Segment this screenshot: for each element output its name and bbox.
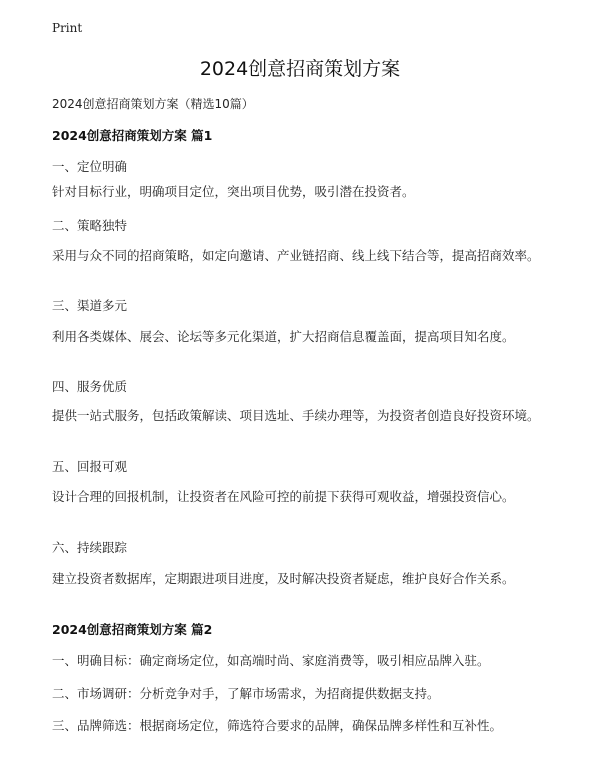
item-heading: 四、服务优质 bbox=[52, 379, 128, 394]
paragraph: 三、品牌筛选：根据商场定位，筛选符合要求的品牌，确保品牌多样性和互补性。 bbox=[52, 718, 503, 733]
document-subtitle: 2024创意招商策划方案（精选10篇） bbox=[52, 97, 254, 111]
document-title: 2024创意招商策划方案 bbox=[199, 58, 401, 80]
item-heading: 二、策略独特 bbox=[52, 218, 128, 233]
paragraph: 二、市场调研：分析竞争对手，了解市场需求，为招商提供数据支持。 bbox=[52, 686, 440, 701]
item-text: 针对目标行业，明确项目定位，突出项目优势，吸引潜在投资者。 bbox=[52, 184, 415, 199]
item-heading: 一、定位明确 bbox=[52, 159, 128, 174]
print-label: Print bbox=[52, 21, 83, 35]
section-heading-2: 2024创意招商策划方案 篇2 bbox=[52, 622, 213, 637]
section-heading-1: 2024创意招商策划方案 篇1 bbox=[52, 128, 213, 143]
item-heading: 三、渠道多元 bbox=[52, 298, 128, 313]
paragraph: 一、明确目标：确定商场定位，如高端时尚、家庭消费等，吸引相应品牌入驻。 bbox=[52, 653, 490, 668]
item-text: 建立投资者数据库，定期跟进项目进度，及时解决投资者疑虑，维护良好合作关系。 bbox=[52, 571, 515, 586]
item-text: 采用与众不同的招商策略，如定向邀请、产业链招商、线上线下结合等，提高招商效率。 bbox=[52, 248, 540, 263]
item-text: 利用各类媒体、展会、论坛等多元化渠道，扩大招商信息覆盖面，提高项目知名度。 bbox=[52, 329, 515, 344]
item-heading: 六、持续跟踪 bbox=[52, 540, 128, 555]
item-heading: 五、回报可观 bbox=[52, 459, 128, 474]
item-text: 设计合理的回报机制，让投资者在风险可控的前提下获得可观收益，增强投资信心。 bbox=[52, 489, 515, 504]
item-text: 提供一站式服务，包括政策解读、项目选址、手续办理等，为投资者创造良好投资环境。 bbox=[52, 408, 540, 423]
